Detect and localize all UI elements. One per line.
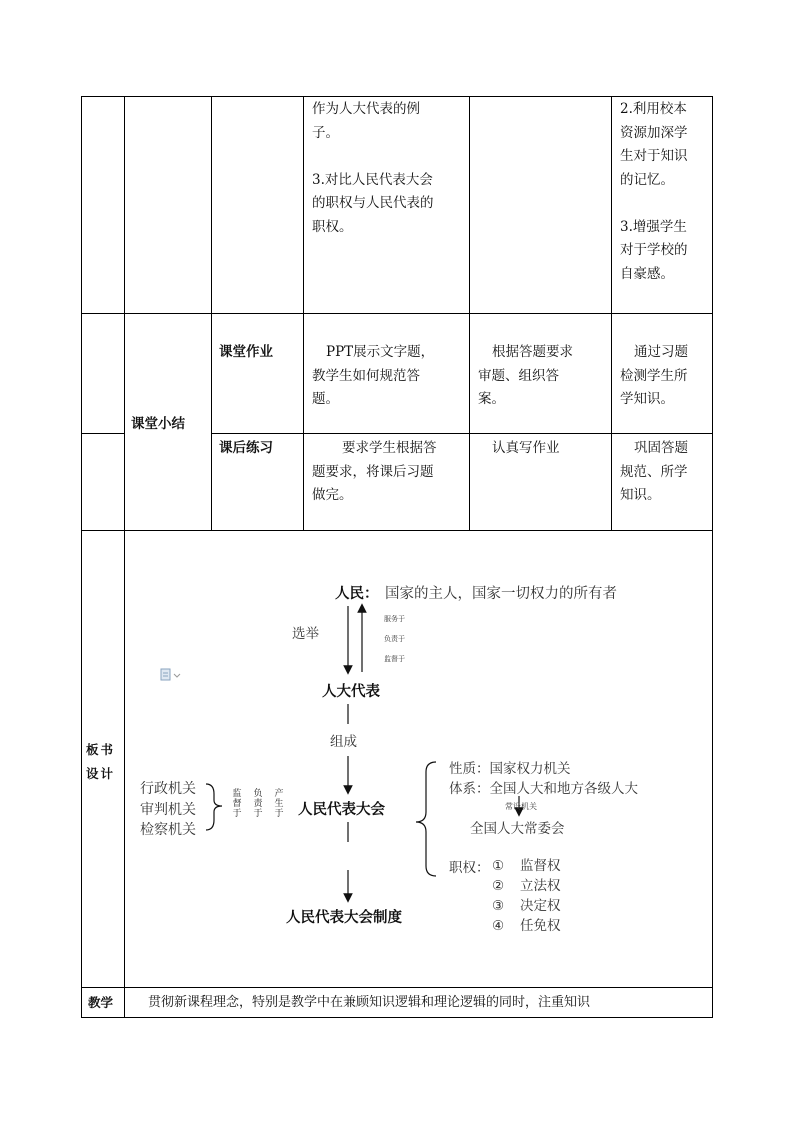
organ-list xyxy=(140,779,196,841)
reflection-text: 贯彻新课程理念，特别是教学中在兼顾知识逻辑和理论逻辑的同时，注重知识 xyxy=(148,995,591,1010)
relation-supervise: 监 督 于 xyxy=(232,789,242,819)
organ-item: 检察机关 xyxy=(140,822,196,838)
elect-label: 选举 xyxy=(292,626,319,642)
power-item: ① 监督权 xyxy=(492,858,561,874)
deputies-node: 人大代表 xyxy=(322,683,380,700)
npc-system-node: 人民代表大会制度 xyxy=(286,909,402,926)
system-text: 体系：全国人大和地方各级人大 xyxy=(449,781,638,797)
compose-label: 组成 xyxy=(330,734,357,750)
standing-text: 全国人大常委会 xyxy=(470,821,565,837)
summary-label: 课堂小结 xyxy=(131,416,185,432)
homework-student-cell: 根据答题要求 审题、组织答 案。 xyxy=(478,344,573,407)
relation-responsible: 负 责 于 xyxy=(253,789,263,819)
power-item: ② 立法权 xyxy=(492,878,561,894)
organ-item: 行政机关 xyxy=(140,781,196,797)
supervise-label: 监督于 xyxy=(384,655,405,663)
power-item: ③ 决定权 xyxy=(492,898,561,914)
top-activity-cell: 作为人大代表的例 子。 3.对比人民代表大会 的职权与人民代表的 职权。 xyxy=(312,101,434,235)
practice-teacher-cell: 要求学生根据答 题要求，将课后习题 做完。 xyxy=(312,440,437,503)
reflection-label: 教学 xyxy=(88,995,114,1010)
homework-teacher-cell: PPT展示文字题， 教学生如何规范答 题。 xyxy=(312,344,435,407)
power-item: ④ 任免权 xyxy=(492,918,561,934)
organ-item: 审判机关 xyxy=(140,801,196,818)
practice-intent-cell: 巩固答题 规范、所学 知识。 xyxy=(620,440,688,503)
responsible-label: 负责于 xyxy=(384,635,405,643)
board-label: 板书设计 xyxy=(86,742,116,781)
practice-student-cell: 认真写作业 xyxy=(492,440,560,456)
nature-text: 性质：国家权力机关 xyxy=(449,761,571,777)
homework-label: 课堂作业 xyxy=(219,344,273,360)
top-intent-cell: 2.利用校本 资源加深学 生对于知识 的记忆。 3.增强学生 对于学校的 自豪感。 xyxy=(620,101,688,282)
practice-label: 课后练习 xyxy=(219,440,273,456)
people-description: 国家的主人，国家一切权力的所有者 xyxy=(385,586,617,602)
homework-intent-cell: 通过习题 检测学生所 学知识。 xyxy=(620,344,688,407)
powers-label: 职权： xyxy=(449,860,490,876)
people-heading: 人民： xyxy=(335,586,379,602)
powers-list xyxy=(492,856,561,936)
serve-label: 服务于 xyxy=(384,615,405,623)
standing-label: 常设机关 xyxy=(505,802,537,811)
npc-node: 人民代表大会 xyxy=(298,801,385,818)
relation-produce: 产 生 于 xyxy=(274,789,284,819)
